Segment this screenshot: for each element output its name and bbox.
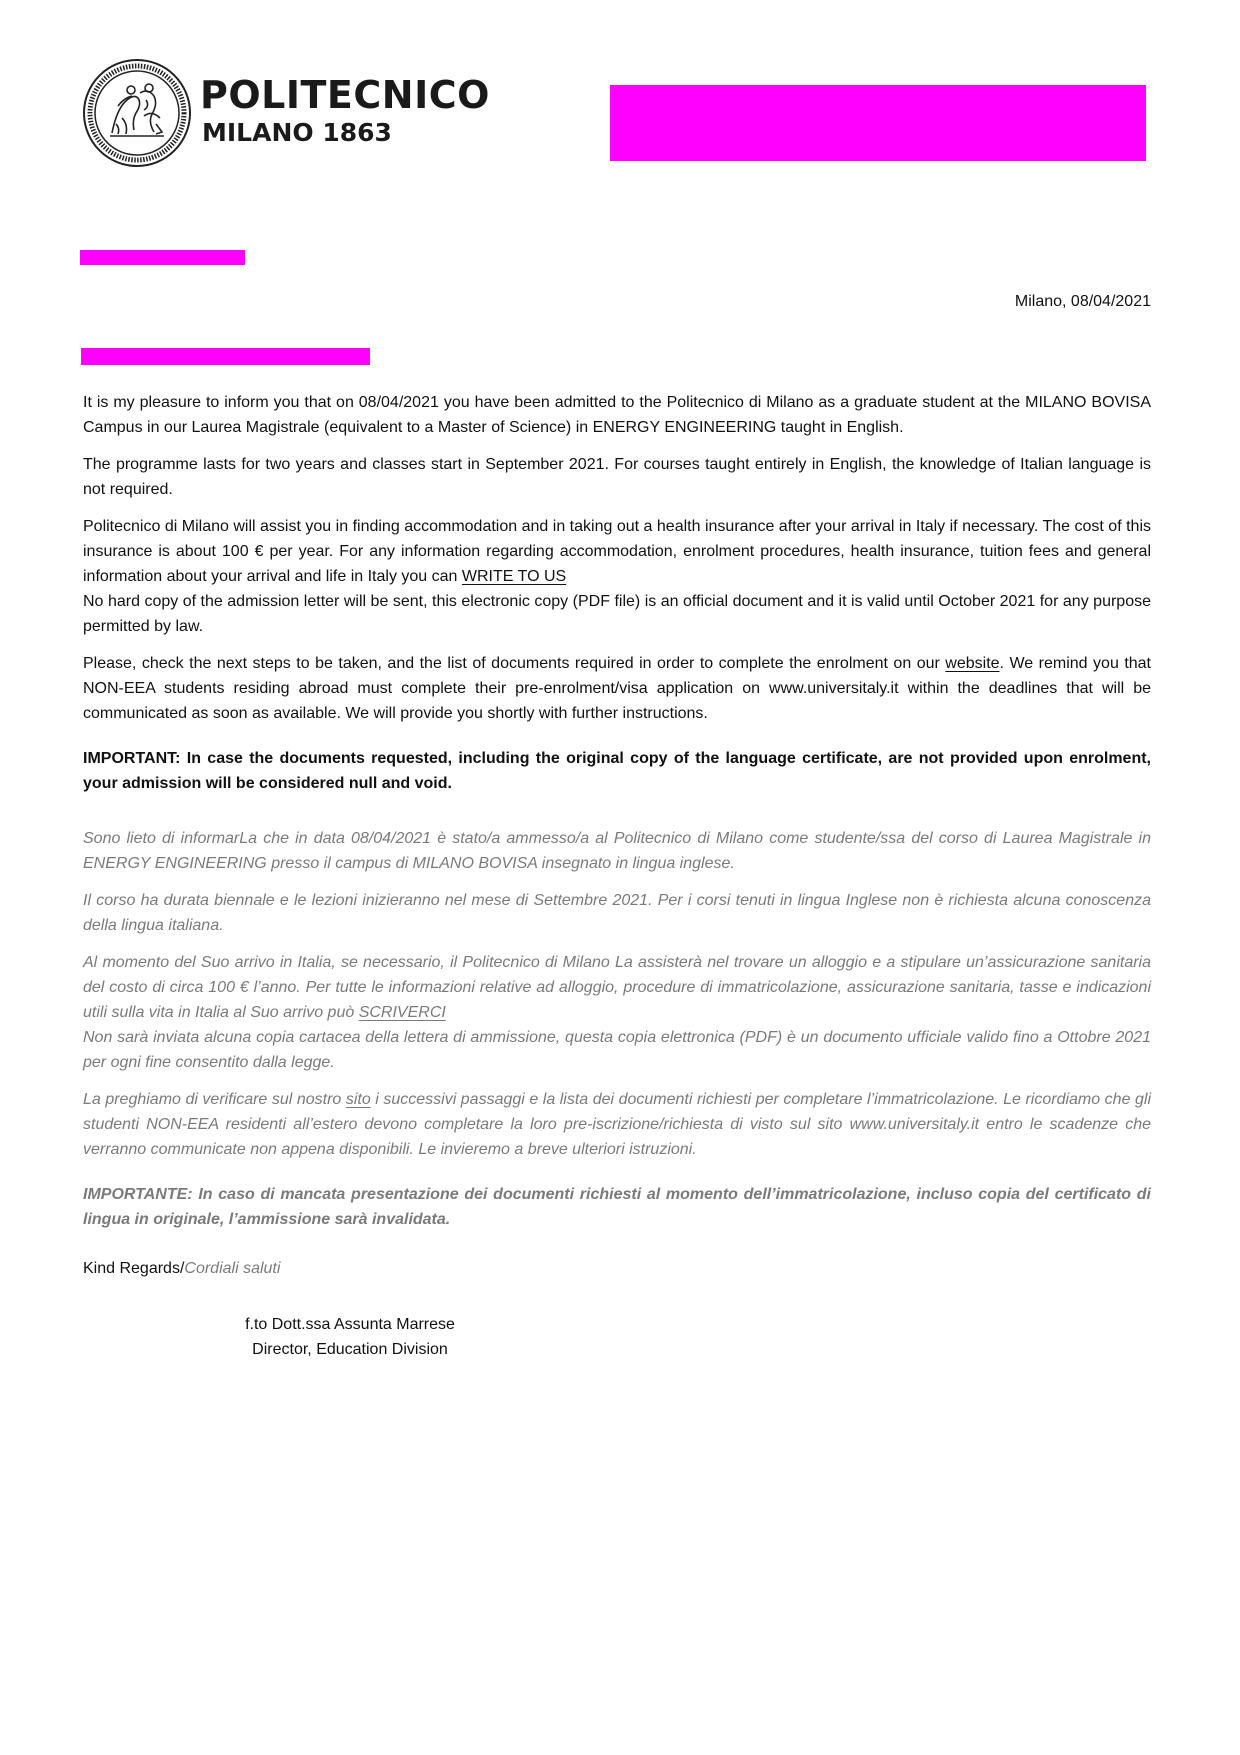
write-to-us-link[interactable]: WRITE TO US	[461, 568, 567, 585]
logo-title: POLITECNICO	[200, 73, 490, 117]
en-paragraph-programme: The programme lasts for two years and classes start in September 2021. For courses taught entirely in English, the knowledge of Italian language is not required.	[83, 456, 1151, 498]
en-next-steps-text-a: Please, check the next steps to be taken, and the list of documents required in order to complete the enrolment on our	[83, 655, 940, 672]
it-assistance-text: Al momento del Suo arrivo in Italia, se necessario, il Politecnico di Milano La assisterà nel trovare un alloggio e a stipulare un’assicurazione sanitaria del costo di circa 100 € l’anno. Per tutte le informazioni relative ad alloggio, procedure di immatricolazione, assicurazione sanitaria, tasse e indicazioni utili sulla vita in Italia al Suo arrivo può	[83, 954, 1151, 1021]
university-seal-icon	[82, 58, 192, 168]
en-paragraph-next-steps	[83, 651, 1151, 726]
en-paragraph-admission: It is my pleasure to inform you that on 08/04/2021 you have been admitted to the Politecnico di Milano as a graduate student at the MILANO BOVISA Campus in our Laurea Magistrale (equivalent to a Master of Science) in ENERGY ENGINEERING taught in English.	[83, 394, 1151, 436]
en-paragraph-hardcopy: No hard copy of the admission letter will be sent, this electronic copy (PDF file) is an official document and it is valid until October 2021 for any purpose permitted by law.	[83, 593, 1151, 635]
website-link[interactable]: website	[945, 655, 1000, 672]
it-next-steps-text-a: La preghiamo di verificare sul nostro	[83, 1091, 342, 1108]
letter-date: Milano, 08/04/2021	[1014, 293, 1151, 310]
it-paragraph-programme: Il corso ha durata biennale e le lezioni inizieranno nel mese di Settembre 2021. Per i corsi tenuti in lingua Inglese non è richiesta alcuna conoscenza della lingua italiana.	[83, 892, 1151, 934]
en-next-steps-text-b: . We remind you that NON-EEA students residing abroad must complete their pre-enrolment/visa application on www.universitaly.it within the deadlines that will be communicated as soon as available. We will provide you shortly with further instructions.	[83, 655, 1151, 722]
politecnico-logo	[82, 58, 490, 168]
en-assistance-text: Politecnico di Milano will assist you in finding accommodation and in taking out a health insurance after your arrival in Italy if necessary. The cost of this insurance is about 100 € per year. For any information regarding accommodation, enrolment procedures, health insurance, tuition fees and general information about your arrival and life in Italy you can	[83, 518, 1151, 585]
redacted-recipient-name	[80, 250, 245, 265]
logo-subtitle: MILANO 1863	[202, 118, 392, 147]
closing-italian: Cordiali saluti	[184, 1260, 281, 1277]
scriverci-link[interactable]: SCRIVERCI	[358, 1004, 446, 1021]
en-important-notice: IMPORTANT: In case the documents requested, including the original copy of the language certificate, are not provided upon enrolment, your admission will be considered null and void.	[83, 750, 1151, 792]
letter-body	[83, 390, 1151, 1281]
it-paragraph-admission: Sono lieto di informarLa che in data 08/04/2021 è stato/a ammesso/a al Politecnico di Milano come studente/ssa del corso di Laurea Magistrale in ENERGY ENGINEERING presso il campus di MILANO BOVISA insegnato in lingua inglese.	[83, 830, 1151, 872]
redacted-salutation	[81, 348, 370, 365]
signatory-title: Director, Education Division	[252, 1341, 448, 1358]
closing-line	[83, 1256, 1151, 1281]
en-paragraph-assistance	[83, 514, 1151, 589]
signature-block	[200, 1312, 500, 1362]
closing-english: Kind Regards/	[83, 1260, 185, 1277]
it-paragraph-assistance	[83, 950, 1151, 1025]
redacted-address-block	[610, 85, 1146, 161]
it-important-notice: IMPORTANTE: In caso di mancata presentazione dei documenti richiesti al momento dell’immatricolazione, incluso copia del certificato di lingua in originale, l’ammissione sarà invalidata.	[83, 1186, 1151, 1228]
it-paragraph-next-steps	[83, 1087, 1151, 1162]
signatory-name: f.to Dott.ssa Assunta Marrese	[245, 1316, 455, 1333]
it-paragraph-hardcopy: Non sarà inviata alcuna copia cartacea della lettera di ammissione, questa copia elettronica (PDF) è un documento ufficiale valido fino a Ottobre 2021 per ogni fine consentito dalla legge.	[83, 1029, 1151, 1071]
it-next-steps-text-b: i successivi passaggi e la lista dei documenti richiesti per completare l’immatricolazione. Le ricordiamo che gli studenti NON-EEA residenti all’estero devono completare la loro pre-iscrizione/richiesta di visto sul sito www.universitaly.it entro le scadenze che verranno communicate non appena disponibili. Le invieremo a breve ulteriori istruzioni.	[83, 1091, 1152, 1158]
sito-link[interactable]: sito	[345, 1091, 371, 1108]
